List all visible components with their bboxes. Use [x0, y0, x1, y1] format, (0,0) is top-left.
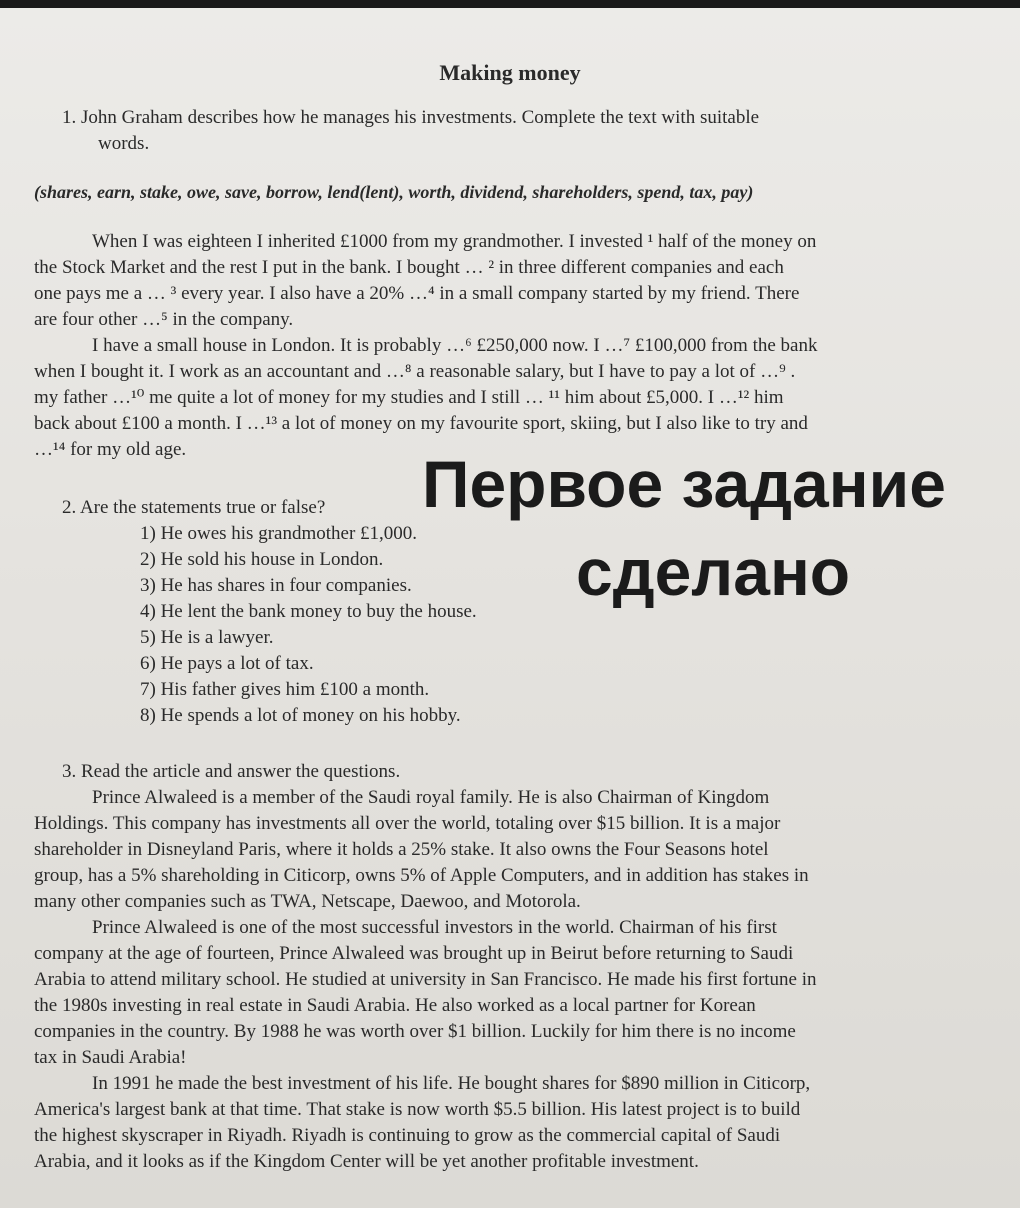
text-line: Prince Alwaleed is a member of the Saudi royal family. He is also Chairman of Kingdom [92, 787, 770, 808]
text-line: Holdings. This company has investments all over the world, totaling over $15 billion. It is a major [34, 813, 781, 834]
list-item: 2) He sold his house in London. [140, 549, 384, 570]
list-item: 4) He lent the bank money to buy the house. [140, 601, 477, 622]
list-item: 3) He has shares in four companies. [140, 575, 412, 596]
text-line: group, has a 5% shareholding in Citicorp, owns 5% of Apple Computers, and in addition has stakes in [34, 865, 809, 886]
list-item: 6) He pays a lot of tax. [140, 653, 314, 674]
text-line: I have a small house in London. It is probably …⁶ £250,000 now. I …⁷ £100,000 from the bank [92, 335, 818, 356]
text-line: my father …¹⁰ me quite a lot of money for my studies and I still … ¹¹ him about £5,000. I …¹² him [34, 387, 784, 408]
text-line: the Stock Market and the rest I put in the bank. I bought … ² in three different companies and each [34, 257, 784, 278]
list-item: 8) He spends a lot of money on his hobby. [140, 705, 461, 726]
ex1-instruction-cont: words. [98, 133, 150, 154]
ex2-heading: 2. Are the statements true or false? [62, 497, 326, 518]
text-line: …¹⁴ for my old age. [34, 439, 187, 460]
text-line: Arabia, and it looks as if the Kingdom Center will be yet another profitable investment. [34, 1151, 699, 1172]
text-line: Prince Alwaleed is one of the most successful investors in the world. Chairman of his first [92, 917, 777, 938]
text-line: shareholder in Disneyland Paris, where it holds a 25% stake. It also owns the Four Seasons hotel [34, 839, 769, 860]
text-line: When I was eighteen I inherited £1000 from my grandmother. I invested ¹ half of the money on [92, 231, 817, 252]
text-line: the highest skyscraper in Riyadh. Riyadh is continuing to grow as the commercial capital of Saudi [34, 1125, 781, 1146]
list-item: 1) He owes his grandmother £1,000. [140, 523, 418, 544]
text-line: many other companies such as TWA, Netscape, Daewoo, and Motorola. [34, 891, 581, 912]
text-line: America's largest bank at that time. That stake is now worth $5.5 billion. His latest project is to build [34, 1099, 801, 1120]
text-line: company at the age of fourteen, Prince Alwaleed was brought up in Beirut before returning to Saudi [34, 943, 794, 964]
list-item: 7) His father gives him £100 a month. [140, 679, 430, 700]
overlay-caption-line2: сделано [576, 535, 851, 609]
text-line: Arabia to attend military school. He studied at university in San Francisco. He made his first fortune in [34, 969, 817, 990]
overlay-caption-line1: Первое задание [422, 447, 946, 521]
text-line: are four other …⁵ in the company. [34, 309, 294, 330]
text-line: companies in the country. By 1988 he was worth over $1 billion. Luckily for him there is no income [34, 1021, 796, 1042]
page-title: Making money [439, 60, 581, 85]
worksheet-page [0, 8, 1020, 1208]
text-line: one pays me a … ³ every year. I also have a 20% …⁴ in a small company started by my friend. There [34, 283, 800, 304]
ex1-instruction: 1. John Graham describes how he manages his investments. Complete the text with suitable [62, 107, 760, 128]
text-line: tax in Saudi Arabia! [34, 1047, 187, 1068]
text-line: back about £100 a month. I …¹³ a lot of money on my favourite sport, skiing, but I also like to try and [34, 413, 808, 434]
word-box: (shares, earn, stake, owe, save, borrow, lend(lent), worth, dividend, shareholders, spend, tax, pay) [34, 182, 754, 202]
text-line: when I bought it. I work as an accountant and …⁸ a reasonable salary, but I have to pay a lot of …⁹ . [34, 361, 796, 382]
list-item: 5) He is a lawyer. [140, 627, 274, 648]
text-line: the 1980s investing in real estate in Saudi Arabia. He also worked as a local partner for Korean [34, 995, 756, 1016]
text-line: In 1991 he made the best investment of his life. He bought shares for $890 million in Citicorp, [92, 1073, 811, 1094]
ex3-heading: 3. Read the article and answer the questions. [62, 761, 401, 782]
